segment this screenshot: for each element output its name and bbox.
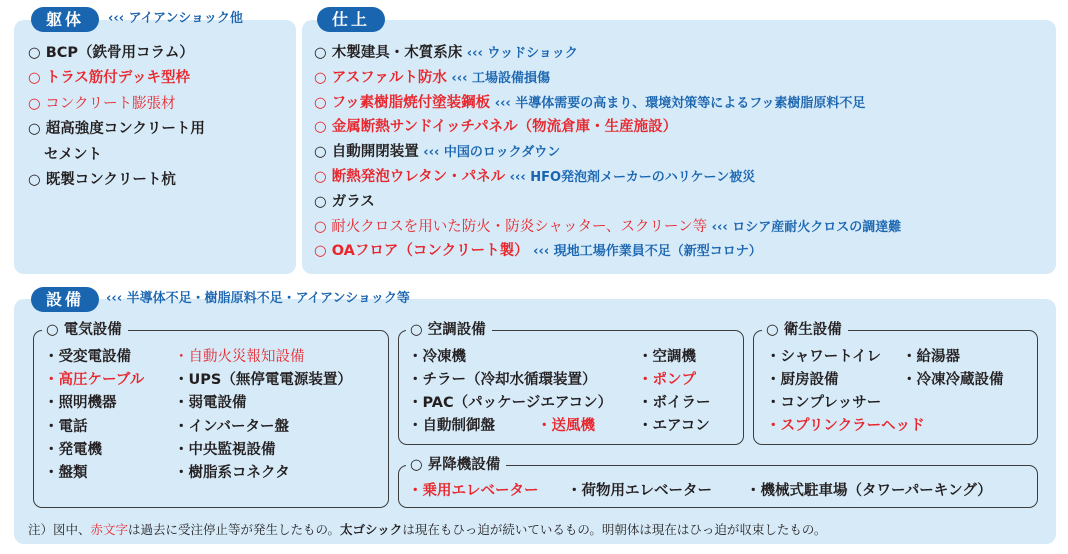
footnote <box>28 520 826 540</box>
kucho-col2-item-label: ・エアコン <box>638 418 710 434</box>
kucho-col1-item <box>408 393 612 413</box>
kucho-col1-item-label: ・冷凍機 <box>408 349 466 365</box>
kucho-col2-item-label: ・ボイラー <box>638 395 711 411</box>
shiage-items-item-note: ‹‹‹ 現地工場作業員不足（新型コロナ） <box>528 244 762 260</box>
denki-col1-item-label: ・照明機器 <box>44 395 117 412</box>
kucho-col2-item-label: ・ポンプ <box>638 372 696 388</box>
shoko-item-1-label: ・荷物用エレベーター <box>567 483 712 499</box>
shiage-items-item-label: ○ ガラス <box>314 193 375 210</box>
shoko-title: ○ 昇降機設備 <box>406 456 506 474</box>
denki-col1-item <box>44 417 88 437</box>
kutai-items-item-label: ○ 既製コンクリート杭 <box>28 172 176 188</box>
kucho-col2-item <box>638 370 696 390</box>
shiage-items-item <box>314 192 375 212</box>
kucho-extra <box>537 416 595 436</box>
shiage-items-item <box>314 142 560 163</box>
eisei-col2-item <box>902 370 1004 390</box>
kucho-extra-label: ・送風機 <box>537 418 595 434</box>
shiage-items-item-label: ○ 耐火クロスを用いた防火・防炎シャッター、スクリーン等 <box>314 218 708 235</box>
kucho-col2-item <box>638 393 711 413</box>
shiage-items-item-label: ○ 木製建具・木質系床 <box>314 45 463 61</box>
kucho-title: ○ 空調設備 <box>406 321 492 339</box>
shiage-items-item-note: ‹‹‹ HFO発泡剤メーカーのハリケーン被災 <box>505 170 756 185</box>
shiage-tab: 仕上 <box>317 7 385 32</box>
denki-col2-item <box>174 417 289 437</box>
eisei-col2-item-label: ・冷凍冷蔵設備 <box>902 372 1004 388</box>
eisei-col2-item <box>902 347 960 367</box>
shiage-items-item-note: ‹‹‹ 中国のロックダウン <box>418 145 561 161</box>
kutai-note: ‹‹‹ アイアンショック他 <box>108 11 243 26</box>
denki-col2-item <box>174 393 247 413</box>
eisei-col1-item-label: ・厨房設備 <box>766 372 839 388</box>
shoko-item-1 <box>567 481 712 501</box>
shiage-items-item-note: ‹‹‹ ロシア産耐火クロスの調達難 <box>707 219 902 235</box>
shoko-item-2 <box>746 481 992 501</box>
denki-col1-item-label: ・受変電設備 <box>44 349 131 365</box>
denki-col2-item <box>174 440 276 460</box>
denki-col2-item <box>174 370 352 390</box>
shiage-items-item-label: ○ 断熱発泡ウレタン・パネル <box>314 169 506 185</box>
kucho-col1-item <box>408 370 597 390</box>
denki-col1-item-label: ・発電機 <box>44 441 102 458</box>
denki-col2-item-label: ・弱電設備 <box>174 395 247 412</box>
kutai-items-item-label: ○ トラス筋付デッキ型枠 <box>28 70 190 87</box>
kucho-col1-item-label: ・チラー（冷却水循環装置） <box>408 372 597 388</box>
shiage-items-item <box>314 43 578 64</box>
setsubi-note: ‹‹‹ 半導体不足・樹脂原料不足・アイアンショック等 <box>106 291 410 306</box>
kucho-col1-item-label: ・自動制御盤 <box>408 418 495 434</box>
kutai-items-item <box>28 68 190 88</box>
kutai-items-item-label: ○ コンクリート膨張材 <box>28 95 176 112</box>
shoko-item-0-label: ・乗用エレベーター <box>408 483 539 499</box>
shiage-items-item <box>314 68 550 89</box>
kucho-col2-item <box>638 416 710 436</box>
shiage-items-item <box>314 217 901 238</box>
shoko-item-0 <box>408 481 539 501</box>
denki-col2-item-label: ・UPS（無停電電源装置） <box>174 372 352 389</box>
denki-col2-item-label: ・中央監視設備 <box>174 441 276 458</box>
denki-col1-item-label: ・電話 <box>44 418 88 435</box>
denki-col2-item <box>174 347 305 367</box>
shiage-items-item-label: ○ 自動開閉装置 <box>314 144 419 161</box>
footnote-part3: は現在もひっ迫が続いているもの。明朝体は現在はひっ迫が収束したもの。 <box>402 522 827 537</box>
kucho-col1-item <box>408 347 466 367</box>
kutai-tab: 躯体 <box>31 7 99 32</box>
denki-col1-item <box>44 393 117 413</box>
eisei-col1-item <box>766 416 925 436</box>
kucho-col2-item <box>638 347 696 367</box>
kutai-items-item-label: ○ BCP（鉄骨用コラム） <box>28 45 194 61</box>
shiage-items-item <box>314 167 755 188</box>
kutai-items-item <box>44 145 102 165</box>
eisei-col1-item-label: ・シャワートイレ <box>766 349 881 365</box>
footnote-part2: は過去に受注停止等が発生したもの。 <box>128 522 341 537</box>
shiage-items-item <box>314 93 865 114</box>
kutai-items-item <box>28 94 175 114</box>
kutai-items-item-label: セメント <box>44 146 102 163</box>
kucho-col2-item-label: ・空調機 <box>638 349 696 365</box>
denki-col1-item-label: ・盤類 <box>44 465 88 481</box>
shiage-items-item-label: ○ 金属断熱サンドイッチパネル（物流倉庫・生産施設） <box>314 119 678 136</box>
shiage-items-item-note: ‹‹‹ 半導体需要の高まり、環境対策等によるフッ素樹脂原料不足 <box>490 95 866 111</box>
eisei-col2-item-label: ・給湯器 <box>902 349 960 365</box>
shiage-items-item-note: ‹‹‹ 工場設備損傷 <box>446 70 550 86</box>
eisei-col1-item <box>766 393 881 413</box>
shiage-items-item-label: ○ フッ素樹脂焼付塗装鋼板 <box>314 94 491 111</box>
kutai-items-item <box>28 170 176 190</box>
kucho-col1-item <box>408 416 495 436</box>
shiage-items-item-label: ○ OAフロア（コンクリート製） <box>314 243 529 260</box>
kutai-items-item-label: ○ 超高強度コンクリート用 <box>28 121 205 138</box>
denki-col1-item <box>44 370 144 390</box>
kucho-col1-item-label: ・PAC（パッケージエアコン） <box>408 395 613 411</box>
footnote-bold-word: 太ゴシック <box>340 522 403 537</box>
setsubi-tab: 設備 <box>31 287 99 312</box>
denki-col2-item-label: ・樹脂系コネクタ <box>174 465 290 481</box>
denki-title: ○ 電気設備 <box>42 321 128 339</box>
denki-col1-item-label: ・高圧ケーブル <box>44 372 145 389</box>
eisei-col1-item <box>766 347 881 367</box>
shiage-items-item <box>314 241 762 262</box>
footnote-lead: 注）図中、 <box>28 522 91 537</box>
eisei-col1-item <box>766 370 839 390</box>
denki-col1-item <box>44 347 131 367</box>
shiage-items-item-label: ○ アスファルト防水 <box>314 69 447 86</box>
denki-col1-item <box>44 463 88 483</box>
eisei-title: ○ 衛生設備 <box>762 321 848 339</box>
shoko-item-2-label: ・機械式駐車場（タワーパーキング） <box>746 483 992 499</box>
footnote-red-word: 赤文字 <box>90 522 129 537</box>
denki-col2-item-label: ・自動火災報知設備 <box>174 349 305 365</box>
denki-col1-item <box>44 440 102 460</box>
denki-col2-item-label: ・インバーター盤 <box>174 418 289 435</box>
eisei-col1-item-label: ・コンプレッサー <box>766 395 882 411</box>
kutai-items-item <box>28 43 194 63</box>
shiage-items-item <box>314 117 677 137</box>
denki-col2-item <box>174 463 290 483</box>
eisei-col1-item-label: ・スプリンクラーヘッド <box>766 418 925 434</box>
shiage-items-item-note: ‹‹‹ ウッドショック <box>462 46 578 61</box>
kutai-items-item <box>28 119 205 139</box>
